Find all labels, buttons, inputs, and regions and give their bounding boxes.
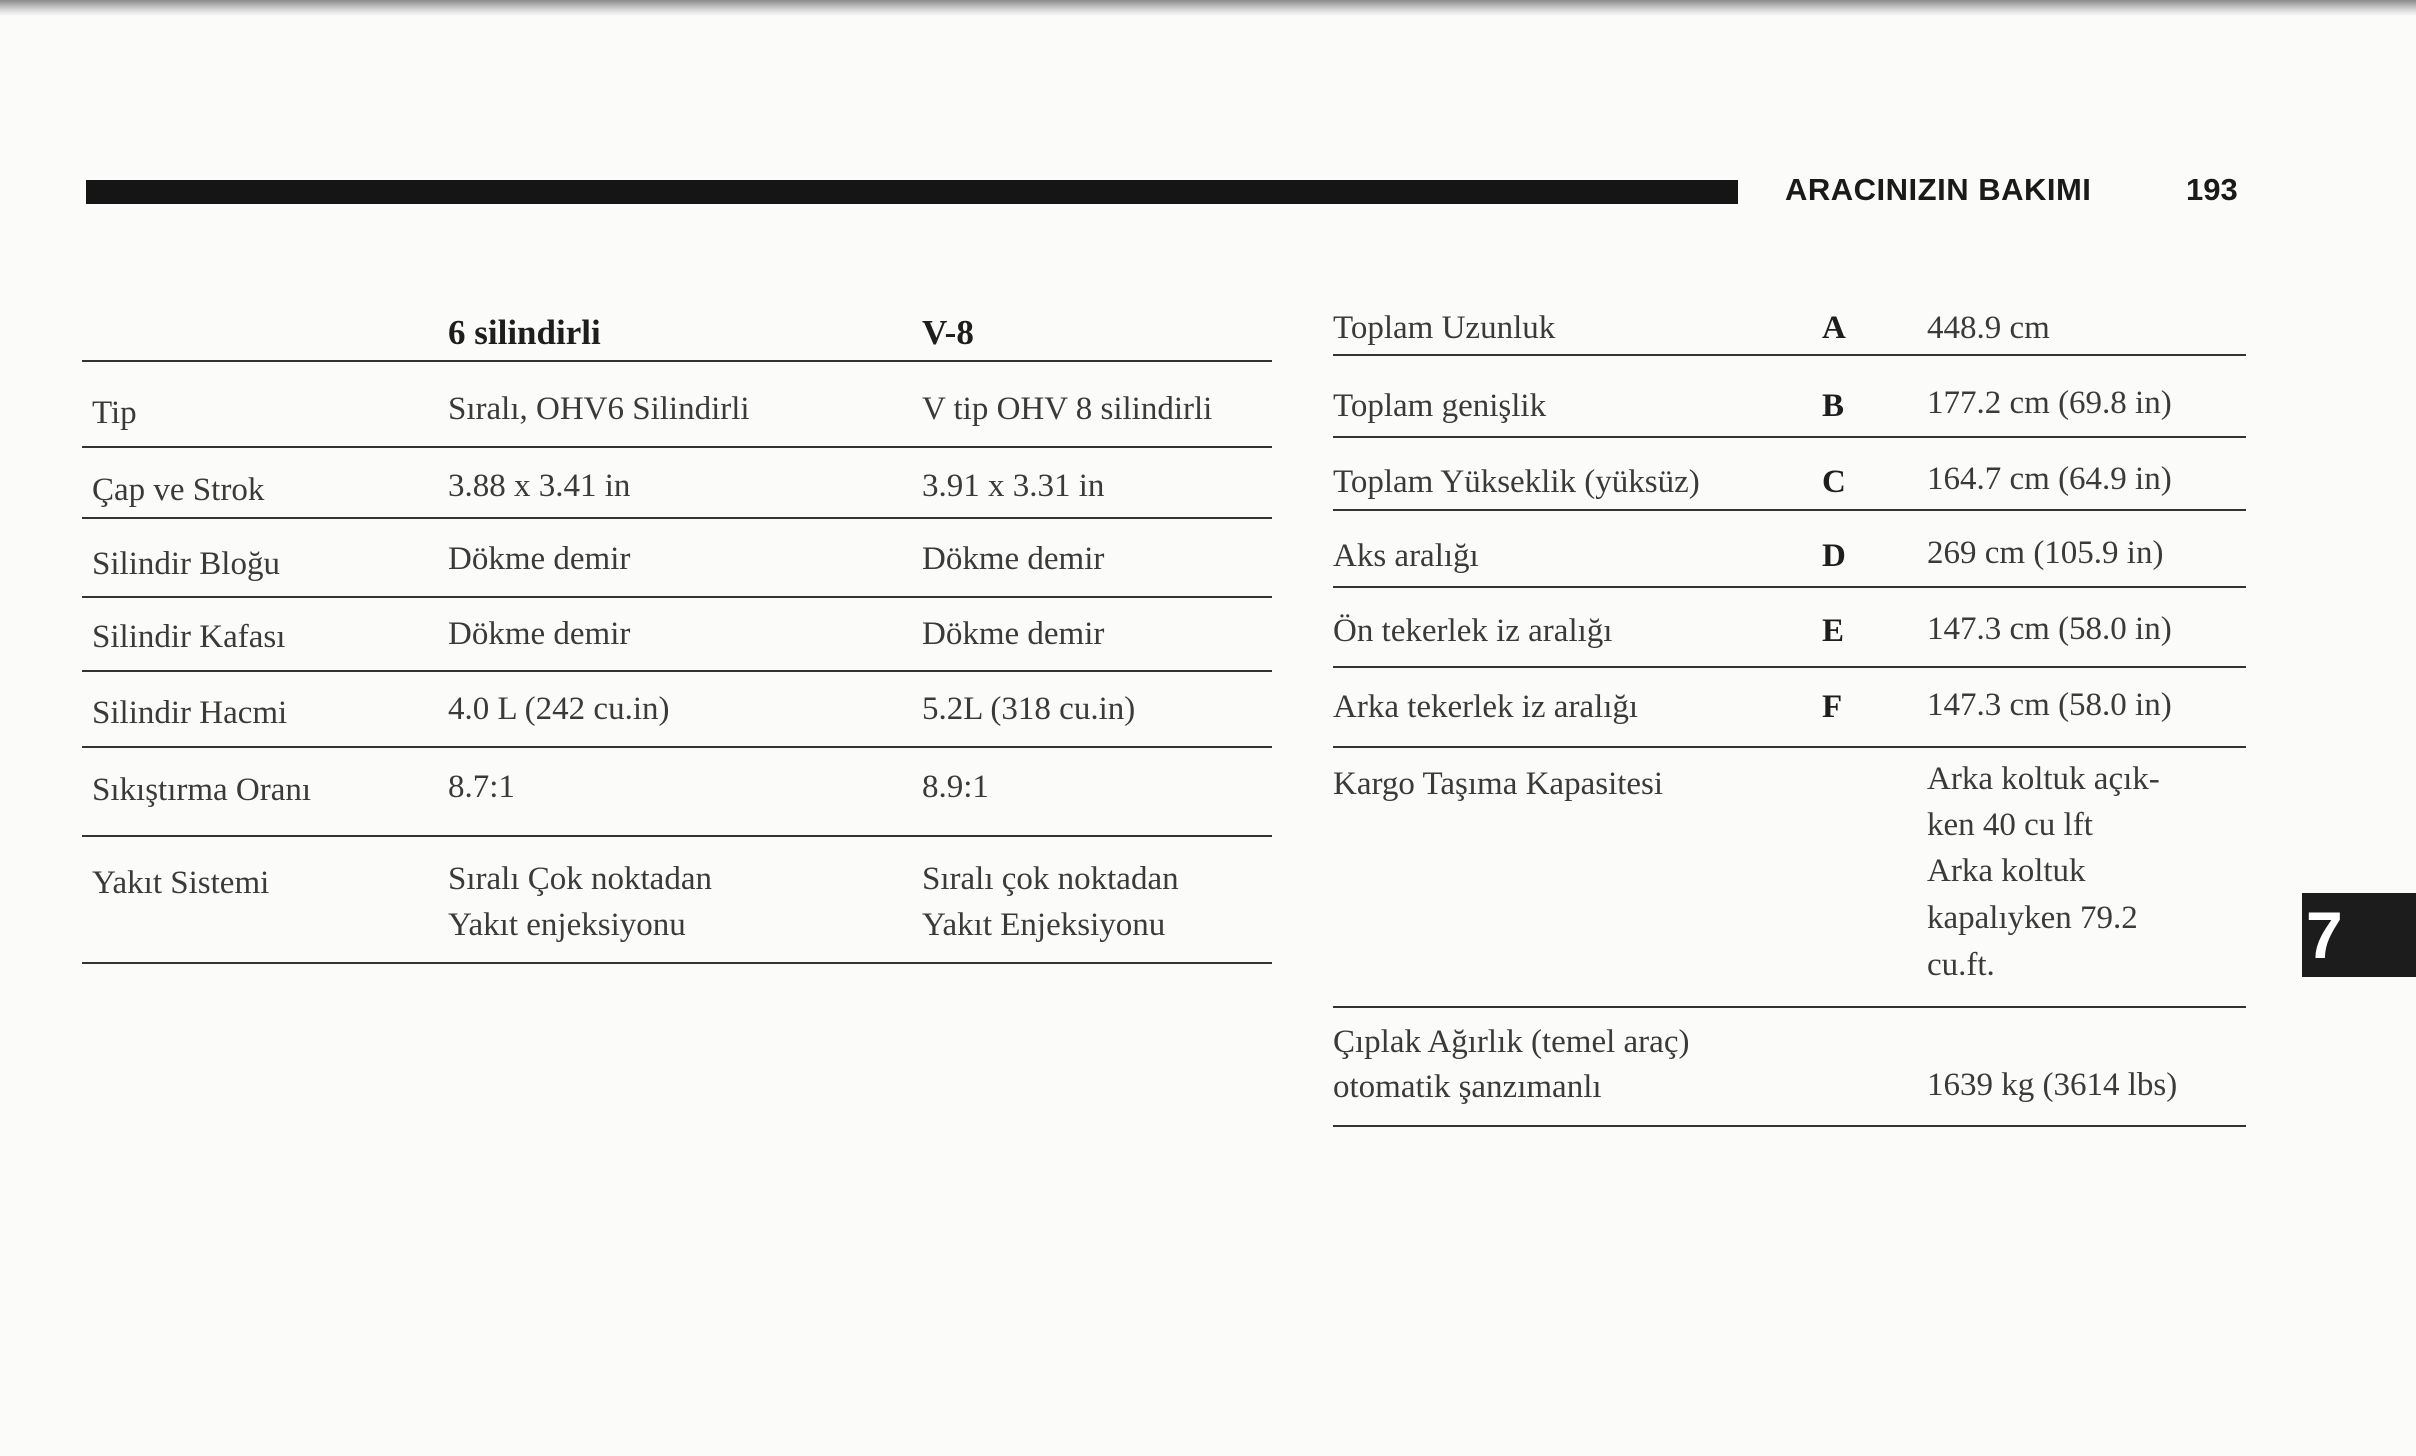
cell-v8: 3.91 x 3.31 in [922,468,1105,504]
cell-v8: 8.9:1 [922,769,989,805]
cell-six-cylinder: 4.0 L (242 cu.in) [448,691,670,727]
table-rule [1333,1125,2246,1127]
cargo-value-line5: cu.ft. [1927,947,1995,983]
curb-weight-label-line1: Çıplak Ağırlık (temel araç) [1333,1024,1690,1060]
cell-v8-line1: Sıralı çok noktadan [922,861,1179,897]
dimension-label: Toplam Yükseklik (yüksüz) [1333,464,1700,500]
cell-v8: V tip OHV 8 silindirli [922,391,1213,427]
table-rule [82,446,1272,448]
cargo-value-line4: kapalıyken 79.2 [1927,900,2138,936]
dimension-label: Toplam genişlik [1333,388,1547,424]
cell-six-cylinder: Dökme demir [448,541,631,577]
dimension-label: Aks aralığı [1333,538,1479,574]
dimension-letter: D [1822,538,1846,574]
table-rule [82,517,1272,519]
cell-v8: Dökme demir [922,616,1105,652]
cell-v8: Dökme demir [922,541,1105,577]
cell-six-cylinder: 3.88 x 3.41 in [448,468,631,504]
table-rule [1333,509,2246,511]
cell-six-cylinder: Dökme demir [448,616,631,652]
curb-weight-value: 1639 kg (3614 lbs) [1927,1067,2178,1103]
cargo-value-line1: Arka koltuk açık- [1927,761,2160,797]
table-rule [82,746,1272,748]
row-label: Silindir Hacmi [92,695,288,731]
column-header-v8: V-8 [922,313,974,352]
table-rule [82,360,1272,362]
column-header-six-cylinder: 6 silindirli [448,313,601,352]
table-rule [1333,354,2246,356]
chapter-number: 7 [2306,898,2343,972]
dimension-label: Toplam Uzunluk [1333,310,1556,346]
cell-six-cylinder: Sıralı, OHV6 Silindirli [448,391,750,427]
row-label: Tip [92,395,137,431]
table-rule [82,962,1272,964]
section-title: ARACINIZIN BAKIMI [1785,172,2092,207]
dimension-letter: E [1822,613,1845,649]
table-rule [1333,1006,2246,1008]
dimension-value: 147.3 cm (58.0 in) [1927,687,2172,723]
dimension-label: Arka tekerlek iz aralığı [1333,689,1639,725]
dimension-value: 147.3 cm (58.0 in) [1927,611,2172,647]
dimension-letter: A [1822,310,1846,346]
table-rule [1333,586,2246,588]
dimension-value: 164.7 cm (64.9 in) [1927,461,2172,497]
row-label: Yakıt Sistemi [92,865,270,901]
cell-v8-line2: Yakıt Enjeksiyonu [922,907,1166,943]
row-label: Silindir Kafası [92,619,286,655]
dimension-letter: C [1822,464,1846,500]
dimension-label: Ön tekerlek iz aralığı [1333,613,1613,649]
cell-v8: 5.2L (318 cu.in) [922,691,1136,727]
dimension-letter: B [1822,388,1845,424]
row-label: Silindir Bloğu [92,546,280,582]
page-number: 193 [2186,172,2238,207]
cell-six-cylinder-line1: Sıralı Çok noktadan [448,861,712,897]
table-rule [82,596,1272,598]
dimension-value: 177.2 cm (69.8 in) [1927,385,2172,421]
cell-six-cylinder: 8.7:1 [448,769,515,805]
table-rule [1333,746,2246,748]
row-label: Sıkıştırma Oranı [92,772,312,808]
row-label: Çap ve Strok [92,472,265,508]
table-rule [1333,666,2246,668]
scan-edge [0,0,2416,16]
dimension-letter: F [1822,689,1843,725]
dimension-value: 269 cm (105.9 in) [1927,535,2164,571]
table-rule [82,835,1272,837]
cargo-label: Kargo Taşıma Kapasitesi [1333,766,1664,802]
dimension-value: 448.9 cm [1927,310,2050,346]
table-rule [82,670,1272,672]
curb-weight-label-line2: otomatik şanzımanlı [1333,1069,1602,1105]
cargo-value-line3: Arka koltuk [1927,853,2086,889]
cargo-value-line2: ken 40 cu lft [1927,807,2093,843]
cell-six-cylinder-line2: Yakıt enjeksiyonu [448,907,686,943]
header-rule-bar [86,180,1738,204]
table-rule [1333,436,2246,438]
